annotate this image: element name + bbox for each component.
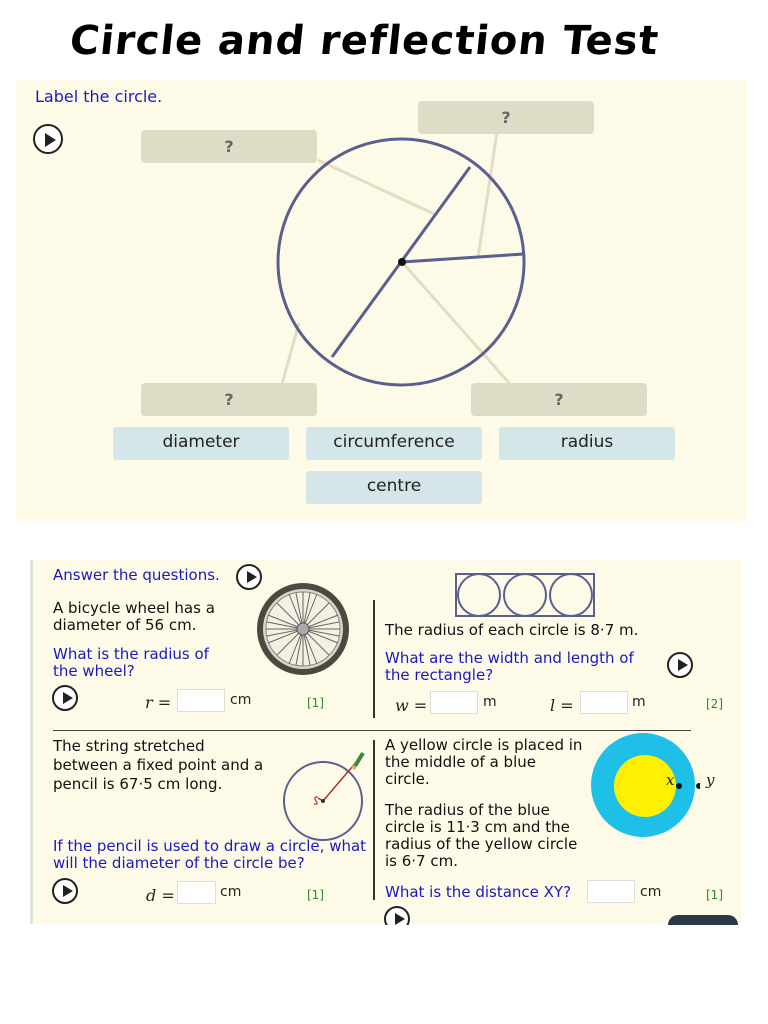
q2-variable-l: l = [550, 696, 574, 715]
q1-question: What is the radius of the wheel? [53, 645, 209, 680]
q2-width-input[interactable] [430, 691, 478, 714]
q2-variable-w: w = [395, 696, 428, 715]
q3-question: If the pencil is used to draw a circle, what will the diameter of the circle be? [53, 837, 367, 872]
q1-variable: r = [145, 693, 172, 712]
q4-mark: [1] [706, 888, 723, 902]
leader-line [318, 160, 434, 214]
page-title: Circle and reflection Test [67, 18, 662, 64]
q4-text-1: A yellow circle is placed in the middle of a blue circle. [385, 736, 583, 788]
point-y-label: y [706, 771, 715, 789]
chip-diameter[interactable]: diameter [113, 427, 289, 460]
leader-line [478, 132, 497, 258]
three-circles-rectangle [454, 572, 596, 618]
q3-text: The string stretched between a fixed point and a pencil is 67·5 cm long. [53, 737, 264, 793]
horizontal-divider [53, 730, 691, 731]
q1-mark: [1] [307, 696, 324, 710]
leader-line [282, 323, 299, 384]
questions-instruction: Answer the questions. [53, 566, 220, 584]
label-dropzone-1[interactable]: ? [141, 130, 317, 163]
label-dropzone-3[interactable]: ? [141, 383, 317, 416]
q1-text: A bicycle wheel has a diameter of 56 cm. [53, 599, 215, 634]
q3-answer-input[interactable] [177, 881, 216, 904]
q2-text: The radius of each circle is 8·7 m. [385, 621, 639, 639]
centre-point [398, 258, 406, 266]
q2-unit-w: m [483, 694, 497, 710]
q4-unit: cm [640, 884, 662, 900]
q3-variable: d = [146, 886, 175, 905]
vertical-divider [373, 600, 375, 718]
label-instruction: Label the circle. [35, 87, 163, 106]
chip-circumference[interactable]: circumference [306, 427, 482, 460]
leader-line [402, 262, 510, 384]
vertical-divider [373, 740, 375, 900]
play-audio-button[interactable] [52, 878, 78, 904]
q4-answer-input[interactable] [587, 880, 635, 903]
label-dropzone-4[interactable]: ? [471, 383, 647, 416]
q2-mark: [2] [706, 697, 723, 711]
play-audio-button[interactable] [667, 652, 693, 678]
chip-radius[interactable]: radius [499, 427, 675, 460]
play-audio-button[interactable] [52, 685, 78, 711]
q4-question: What is the distance XY? [385, 883, 572, 901]
radius-line [402, 254, 524, 262]
q2-length-input[interactable] [580, 691, 628, 714]
pencil-circle-image [282, 748, 368, 844]
concentric-circles-image [590, 733, 700, 838]
q1-answer-input[interactable] [177, 689, 225, 712]
q3-mark: [1] [307, 888, 324, 902]
bicycle-wheel-image [254, 583, 352, 675]
point-x-label: x [666, 771, 675, 789]
q3-unit: cm [220, 884, 242, 900]
label-dropzone-2[interactable]: ? [418, 101, 594, 134]
chip-centre[interactable]: centre [306, 471, 482, 504]
blank-area [0, 925, 768, 1024]
q4-text-2: The radius of the blue circle is 11·3 cm and the radius of the yellow circle is 6·7 cm. [385, 801, 578, 870]
q2-unit-l: m [632, 694, 646, 710]
q1-unit: cm [230, 692, 252, 708]
q2-question: What are the width and length of the rectangle? [385, 649, 634, 684]
